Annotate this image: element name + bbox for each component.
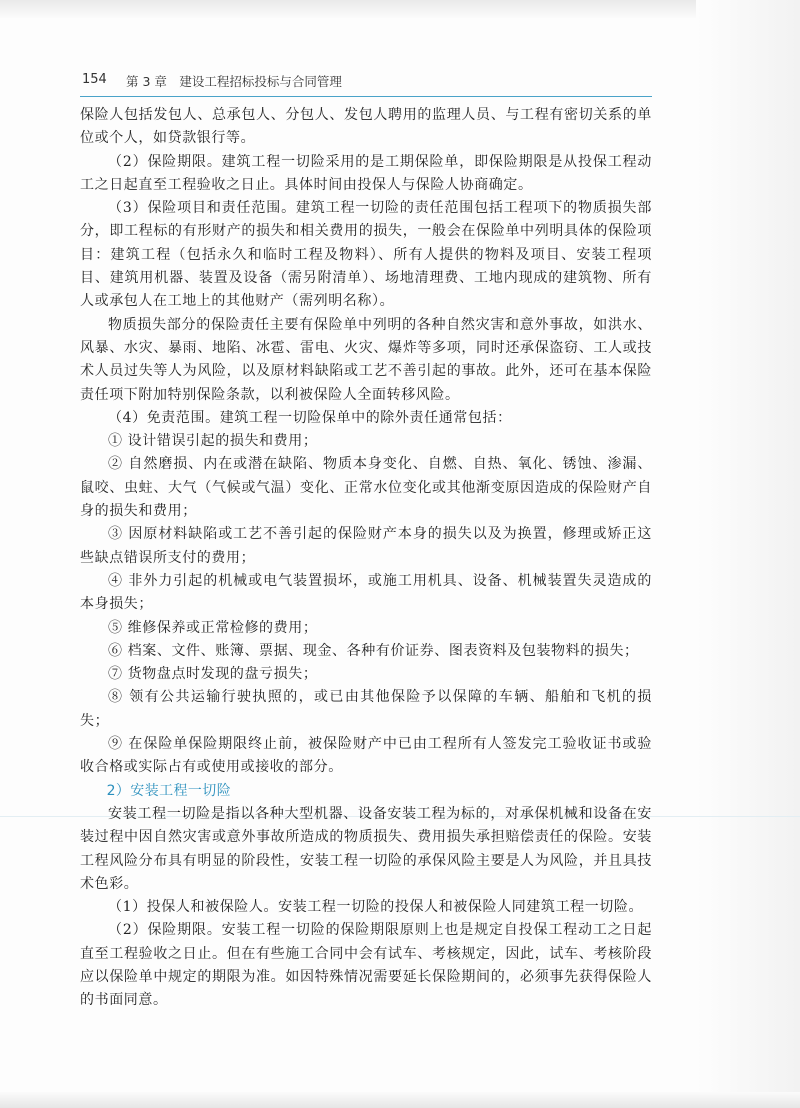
scan-edge-bottom <box>0 1092 800 1108</box>
paragraph: （3）保险项目和责任范围。建筑工程一切险的责任范围包括工程项下的物质损失部分，即工程标的有形财产的损失和相关费用的损失，一般会在保险单中列明具体的保险项目：建筑工程（包括永久和临时工程及物料）、所有人提供的物料及项目、安装工程项目、建筑用机器、装置及设备（需另附清单）、场地清理费、工地内现成的建筑物、所有人或承包人在工地上的其他财产（需列明名称）。 <box>80 200 652 310</box>
body-text <box>80 104 652 1013</box>
chapter-title: 第 3 章 建设工程招标投标与合同管理 <box>126 74 342 89</box>
page-number: 154 <box>82 72 107 87</box>
list-item: ③ 因原材料缺陷或工艺不善引起的保险财产本身的损失以及为换置，修理或矫正这些缺点错误所支付的费用； <box>80 526 652 566</box>
list-item: ⑧ 领有公共运输行驶执照的，或已由其他保险予以保障的车辆、船舶和飞机的损失； <box>80 689 652 729</box>
paragraph: 安装工程一切险是指以各种大型机器、设备安装工程为标的，对承保机械和设备在安装过程中因自然灾害或意外事故所造成的物质损失、费用损失承担赔偿责任的保险。安装工程风险分布具有明显的阶段性，安装工程一切险的承保风险主要是人为风险，并且具技术色彩。 <box>80 805 652 892</box>
scan-edge-top <box>0 0 800 18</box>
list-item: ⑤ 维修保养或正常检修的费用； <box>108 619 318 636</box>
scan-edge-right <box>696 0 800 1108</box>
list-item: ⑨ 在保险单保险期限终止前，被保险财产中已由工程所有人签发完工验收证书或验收合格或实际占有或使用或接收的部分。 <box>80 736 652 776</box>
paragraph: （1）投保人和被保险人。安装工程一切险的投保人和被保险人同建筑工程一切险。 <box>108 899 644 916</box>
list-item: ⑦ 货物盘点时发现的盘亏损失； <box>108 666 318 683</box>
running-header <box>80 66 652 97</box>
paragraph: （2）保险期限。安装工程一切险的保险期限原则上也是规定自投保工程动工之日起直至工程验收之日止。但在有些施工合同中会有试车、考核规定，因此，试车、考核阶段应以保险单中规定的期限为准。如因特殊情况需要延长保险期间的，必须事先获得保险人的书面同意。 <box>80 922 652 1009</box>
paragraph: 保险人包括发包人、总承包人、分包人、发包人聘用的监理人员、与工程有密切关系的单位或个人，如贷款银行等。 <box>80 107 652 147</box>
list-item: ⑥ 档案、文件、账簿、票据、现金、各种有价证券、图表资料及包装物料的损失； <box>108 642 639 659</box>
paragraph: （2）保险期限。建筑工程一切险采用的是工期保险单，即保险期限是从投保工程动工之日起直至工程验收之日止。具体时间由投保人与保险人协商确定。 <box>80 153 652 193</box>
list-item: ④ 非外力引起的机械或电气装置损坏，或施工用机具、设备、机械装置失灵造成的本身损失； <box>80 572 652 613</box>
section-heading: 2）安装工程一切险 <box>106 782 232 799</box>
list-item: ② 自然磨损、内在或潜在缺陷、物质本身变化、自燃、自热、氧化、锈蚀、渗漏、鼠咬、虫蛀、大气（气候或气温）变化、正常水位变化或其他渐变原因造成的保险财产自身的损失和费用； <box>80 456 652 520</box>
list-item: ① 设计错误引起的损失和费用； <box>108 433 318 450</box>
paragraph: （4）免责范围。建筑工程一切险保单中的除外责任通常包括： <box>108 409 512 426</box>
paragraph: 物质损失部分的保险责任主要有保险单中列明的各种自然灾害和意外事故，如洪水、风暴、水灾、暴雨、地陷、冰雹、雷电、火灾、爆炸等多项，同时还承保盗窃、工人或技术人员过失等人为风险，以及原材料缺陷或工艺不善引起的事故。此外，还可在基本保险责任项下附加特别保险条款，以利被保险人全面转移风险。 <box>80 316 652 403</box>
